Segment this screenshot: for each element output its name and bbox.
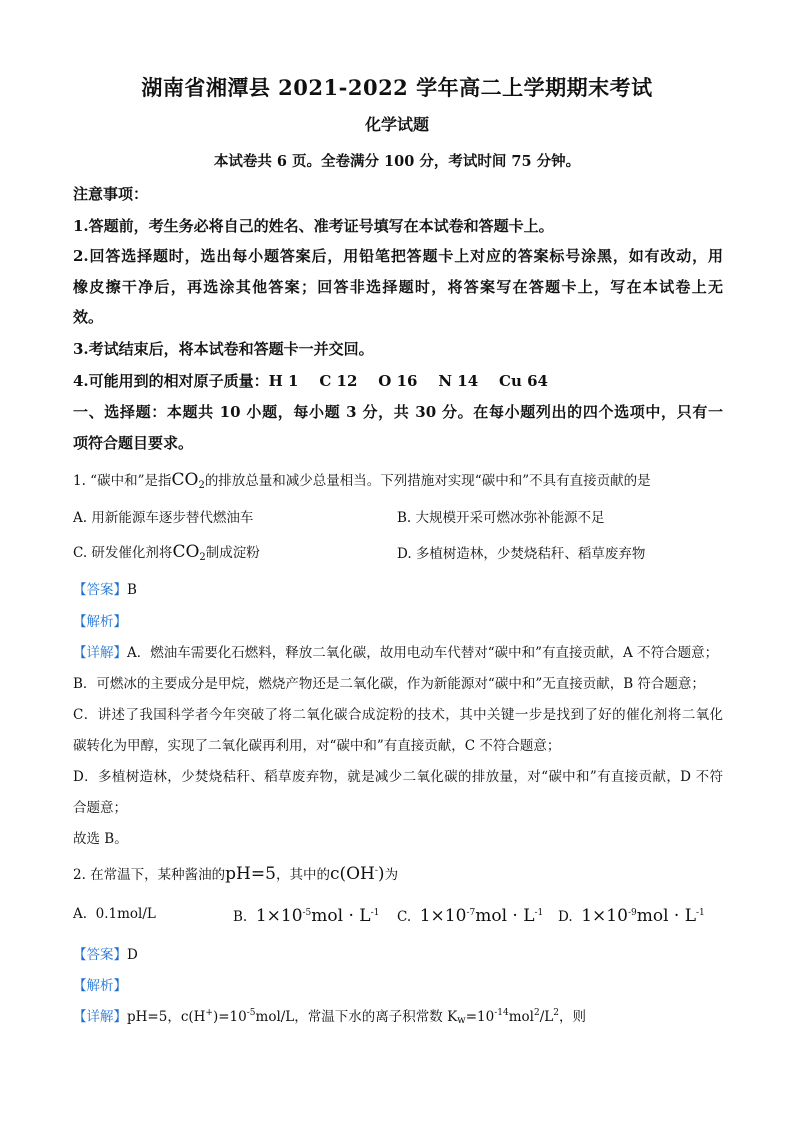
notice-item-2-line-3: 效。 [73, 308, 104, 326]
question-2-detail-1: 【详解】pH=5，$c(H^+)=10^{-5}mol/L$，常温下水的离子积常数 $K_w=10^{-14}mol^2/L^2$，则 [73, 1008, 586, 1026]
notice-item-3: 3.考试结束后，将本试卷和答题卡一并交回。 [73, 340, 374, 358]
question-1-option-c: C. 研发催化剂将$CO_2$制成淀粉 [73, 542, 260, 563]
question-1-detail-1: 【详解】A．燃油车需要化石燃料，释放二氧化碳，故用电动车代替对“碳中和”有直接贡献，A 不符合题意； [73, 645, 719, 661]
question-1-option-a: A. 用新能源车逐步替代燃油车 [73, 510, 254, 526]
question-2-option-d: D. $1\times 10^{-9}mol \cdot L^{-1}$ [558, 906, 705, 926]
question-1-option-b: B. 大规模开采可燃冰弥补能源不足 [397, 510, 605, 526]
question-1-detail-2: B．可燃冰的主要成分是甲烷，燃烧产物还是二氧化碳，作为新能源对“碳中和”无直接贡献，B 符合题意； [73, 676, 705, 692]
co2-formula: $CO_2$ [172, 542, 206, 563]
question-1-answer: 【答案】B [73, 582, 137, 598]
notice-heading: 注意事项： [73, 185, 149, 203]
notice-item-2-line-2: 橡皮擦干净后，再选涂其他答案；回答非选择题时，将答案写在答题卡上，写在本试卷上无 [73, 278, 723, 296]
notice-item-2-line-1: 2.回答选择题时，选出每小题答案后，用铅笔把答题卡上对应的答案标号涂黑，如有改动，用 [73, 247, 723, 265]
subject-title: 化学试题 [364, 115, 429, 134]
section-1-heading-line-1: 一、选择题：本题共 10 小题，每小题 3 分，共 30 分。在每小题列出的四个选项中，只有一 [73, 403, 723, 421]
section-1-heading-line-2: 项符合题目要求。 [73, 434, 194, 452]
question-1-conclusion: 故选 B。 [73, 831, 128, 847]
hydroxide-concentration: c(OH-) [329, 864, 385, 884]
question-1-detail-6: 合题意； [73, 800, 127, 816]
question-2-option-a: A. 0.1mol/L [73, 906, 156, 922]
question-2-option-c: C. $1\times 10^{-7}mol \cdot L^{-1}$ [397, 906, 544, 926]
notice-item-1: 1.答题前，考生务必将自己的姓名、准考证号填写在本试卷和答题卡上。 [73, 217, 554, 235]
notice-item-4: 4.可能用到的相对原子质量：H 1 C 12 O 16 N 14 Cu 64 [73, 372, 548, 390]
answer-tag: 【答案】 [73, 947, 127, 963]
exam-title: 湖南省湘潭县 2021-2022 学年高二上学期期末考试 [141, 75, 653, 100]
question-2-stem: 2. 在常温下，某种酱油的pH=5，其中的c(OH-)为 [73, 864, 399, 884]
co2-formula: $CO_2$ [171, 470, 205, 491]
question-2-analysis-tag: 【解析】 [73, 978, 127, 994]
detail-tag: 【详解】 [73, 645, 127, 661]
question-1-detail-3: C．讲述了我国科学者今年突破了将二氧化碳合成淀粉的技术，其中关键一步是找到了好的催化剂将二氧化 [73, 707, 723, 723]
answer-tag: 【答案】 [73, 582, 127, 598]
exam-info: 本试卷共 6 页。全卷满分 100 分，考试时间 75 分钟。 [213, 153, 581, 170]
question-2-answer: 【答案】D [73, 947, 138, 963]
question-1-detail-5: D．多植树造林，少焚烧秸秆、稻草废弃物，就是减少二氧化碳的排放量，对“碳中和”有直接贡献，D 不符 [73, 769, 723, 785]
question-1-analysis-tag: 【解析】 [73, 614, 127, 630]
detail-tag: 【详解】 [73, 1009, 127, 1025]
question-1-option-d: D. 多植树造林，少焚烧秸秆、稻草废弃物 [397, 546, 646, 562]
question-1-stem: 1. “碳中和”是指$CO_2$的排放总量和减少总量相当。下列措施对实现“碳中和”不具有直接贡献的是 [73, 470, 651, 491]
ph-value: pH=5 [225, 864, 276, 884]
question-2-option-b: B. $1\times 10^{-5}mol \cdot L^{-1}$ [233, 906, 380, 926]
question-1-detail-4: 碳转化为甲醇，实现了二氧化碳再利用，对“碳中和”有直接贡献，C 不符合题意； [73, 738, 561, 754]
